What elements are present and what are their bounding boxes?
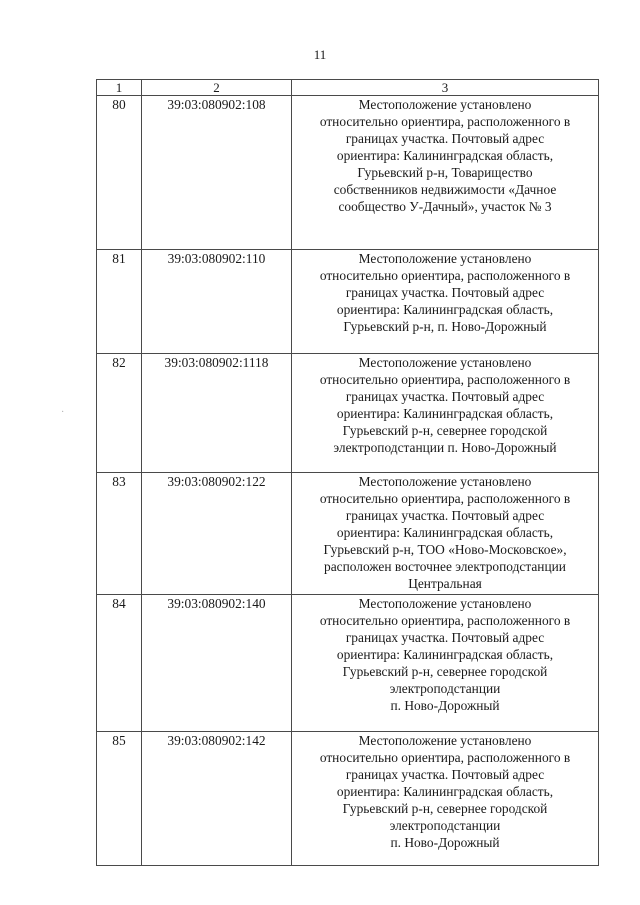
description-line: относительно ориентира, расположенного в <box>319 268 571 283</box>
description-line: Местоположение установлено <box>358 97 532 112</box>
description-line: Местоположение установлено <box>358 474 532 489</box>
table-row <box>97 732 599 866</box>
cadastral-number: 39:03:080902:142 <box>142 732 292 866</box>
description-line: Гурьевский р-н, севернее городской <box>342 664 548 679</box>
description-line: Гурьевский р-н, п. Ново-Дорожный <box>343 319 547 334</box>
cadastral-number: 39:03:080902:108 <box>142 96 292 250</box>
description-line: ориентира: Калининградская область, <box>336 784 554 799</box>
location-description <box>292 732 599 866</box>
description-line: электроподстанции п. Ново-Дорожный <box>333 440 557 455</box>
cadastral-number: 39:03:080902:1118 <box>142 354 292 473</box>
table-row <box>97 354 599 473</box>
description-line: Центральная <box>408 576 482 591</box>
page-number: 11 <box>313 47 327 62</box>
row-number: 82 <box>97 354 142 473</box>
location-description <box>292 96 599 250</box>
location-description <box>292 473 599 595</box>
description-line: Местоположение установлено <box>358 355 532 370</box>
description-line: Местоположение установлено <box>358 251 532 266</box>
description-line: границах участка. Почтовый адрес <box>345 285 545 300</box>
land-plot-table <box>96 79 599 866</box>
margin-mark: · <box>61 407 65 418</box>
description-line: Гурьевский р-н, севернее городской <box>342 801 548 816</box>
description-line: границах участка. Почтовый адрес <box>345 389 545 404</box>
location-description <box>292 595 599 732</box>
description-line: электроподстанции <box>389 818 501 833</box>
description-line: сообщество У-Дачный», участок № 3 <box>338 199 552 214</box>
description-line: относительно ориентира, расположенного в <box>319 372 571 387</box>
description-line: собственников недвижимости «Дачное <box>333 182 557 197</box>
description-line: относительно ориентира, расположенного в <box>319 491 571 506</box>
description-line: границах участка. Почтовый адрес <box>345 508 545 523</box>
description-line: ориентира: Калининградская область, <box>336 148 554 163</box>
table-row <box>97 595 599 732</box>
description-line: относительно ориентира, расположенного в <box>319 750 571 765</box>
description-line: границах участка. Почтовый адрес <box>345 131 545 146</box>
table-header-row <box>97 80 599 96</box>
description-line: п. Ново-Дорожный <box>390 698 500 713</box>
description-line: границах участка. Почтовый адрес <box>345 767 545 782</box>
description-line: ориентира: Калининградская область, <box>336 647 554 662</box>
location-description <box>292 354 599 473</box>
location-description <box>292 250 599 354</box>
row-number: 85 <box>97 732 142 866</box>
description-line: относительно ориентира, расположенного в <box>319 114 571 129</box>
row-number: 83 <box>97 473 142 595</box>
description-line: Гурьевский р-н, Товарищество <box>357 165 533 180</box>
row-number: 80 <box>97 96 142 250</box>
description-line: ориентира: Калининградская область, <box>336 406 554 421</box>
cadastral-number: 39:03:080902:122 <box>142 473 292 595</box>
description-line: ориентира: Калининградская область, <box>336 302 554 317</box>
table-row <box>97 250 599 354</box>
column-header-number: 1 <box>97 80 142 96</box>
column-header-location: 3 <box>292 80 599 96</box>
description-line: п. Ново-Дорожный <box>390 835 500 850</box>
description-line: Местоположение установлено <box>358 596 532 611</box>
cadastral-number: 39:03:080902:140 <box>142 595 292 732</box>
description-line: границах участка. Почтовый адрес <box>345 630 545 645</box>
row-number: 81 <box>97 250 142 354</box>
description-line: ориентира: Калининградская область, <box>336 525 554 540</box>
table-row <box>97 96 599 250</box>
row-number: 84 <box>97 595 142 732</box>
description-line: электроподстанции <box>389 681 501 696</box>
description-line: расположен восточнее электроподстанции <box>324 559 566 574</box>
cadastral-number: 39:03:080902:110 <box>142 250 292 354</box>
description-line: Местоположение установлено <box>358 733 532 748</box>
description-line: Гурьевский р-н, ТОО «Ново-Московское», <box>323 542 567 557</box>
table-row <box>97 473 599 595</box>
description-line: Гурьевский р-н, севернее городской <box>342 423 548 438</box>
column-header-cadastral: 2 <box>142 80 292 96</box>
description-line: относительно ориентира, расположенного в <box>319 613 571 628</box>
